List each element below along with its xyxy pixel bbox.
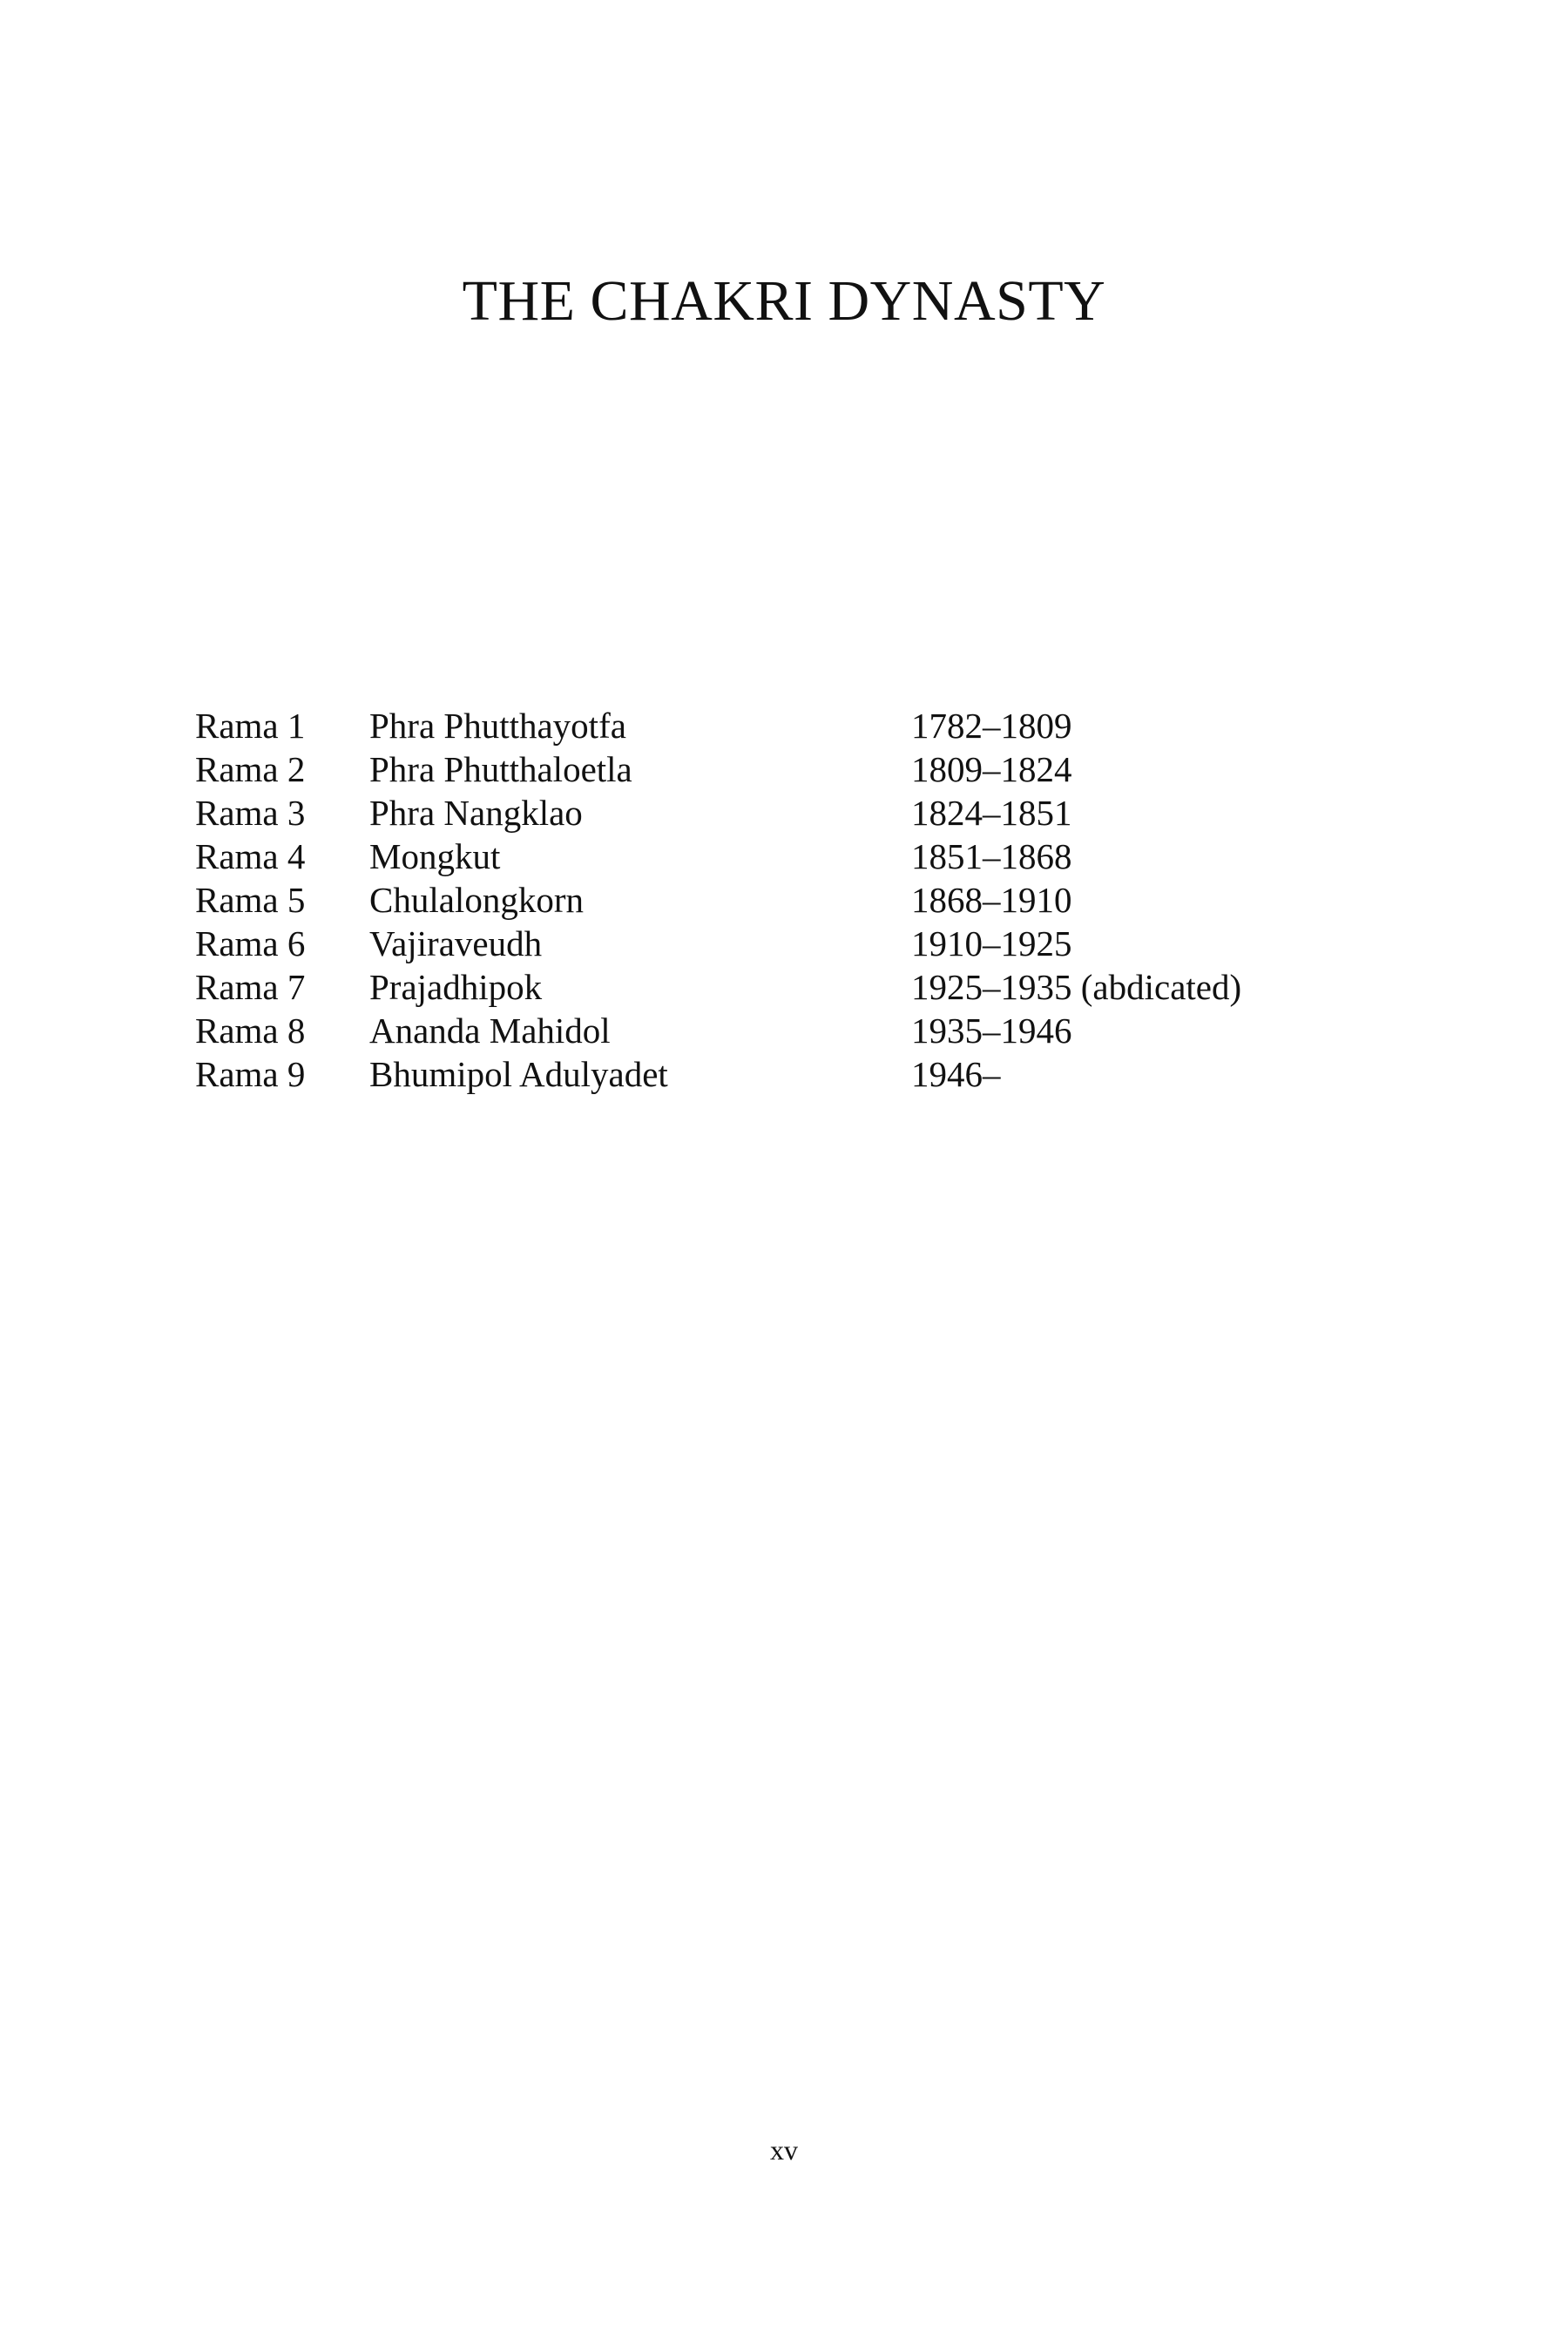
reign-dates: 1946– (911, 1054, 1001, 1094)
reign-dates: 1824–1851 (911, 793, 1072, 833)
reign-dates: 1782–1809 (911, 706, 1072, 746)
reign-dates: 1868–1910 (911, 880, 1072, 920)
reign-name: Phra Nangklao (369, 793, 583, 833)
reign-name: Ananda Mahidol (369, 1010, 611, 1051)
reign-number: Rama 6 (195, 923, 306, 963)
reign-name: Bhumipol Adulyadet (369, 1054, 668, 1094)
reign-dates: 1935–1946 (911, 1010, 1072, 1051)
reign-number: Rama 2 (195, 749, 306, 789)
reign-dates: 1851–1868 (911, 836, 1072, 876)
reign-dates: 1809–1824 (911, 749, 1072, 789)
reign-number: Rama 7 (195, 967, 306, 1007)
reign-dates: 1910–1925 (911, 923, 1072, 963)
reign-dates: 1925–1935 (abdicated) (911, 967, 1242, 1007)
reign-number: Rama 3 (195, 793, 306, 833)
reign-number: Rama 4 (195, 836, 306, 876)
reign-number: Rama 8 (195, 1010, 306, 1051)
reign-number: Rama 9 (195, 1054, 306, 1094)
reign-name: Vajiraveudh (369, 923, 543, 963)
reign-name: Chulalongkorn (369, 880, 584, 920)
reign-number: Rama 5 (195, 880, 306, 920)
reign-number: Rama 1 (195, 706, 306, 746)
reign-name: Phra Phutthaloetla (369, 749, 632, 789)
page-title: THE CHAKRI DYNASTY (462, 269, 1106, 333)
reign-name: Phra Phutthayotfa (369, 706, 626, 746)
reign-name: Prajadhipok (369, 967, 543, 1007)
reign-name: Mongkut (369, 836, 501, 876)
page-number: xv (770, 2134, 798, 2166)
